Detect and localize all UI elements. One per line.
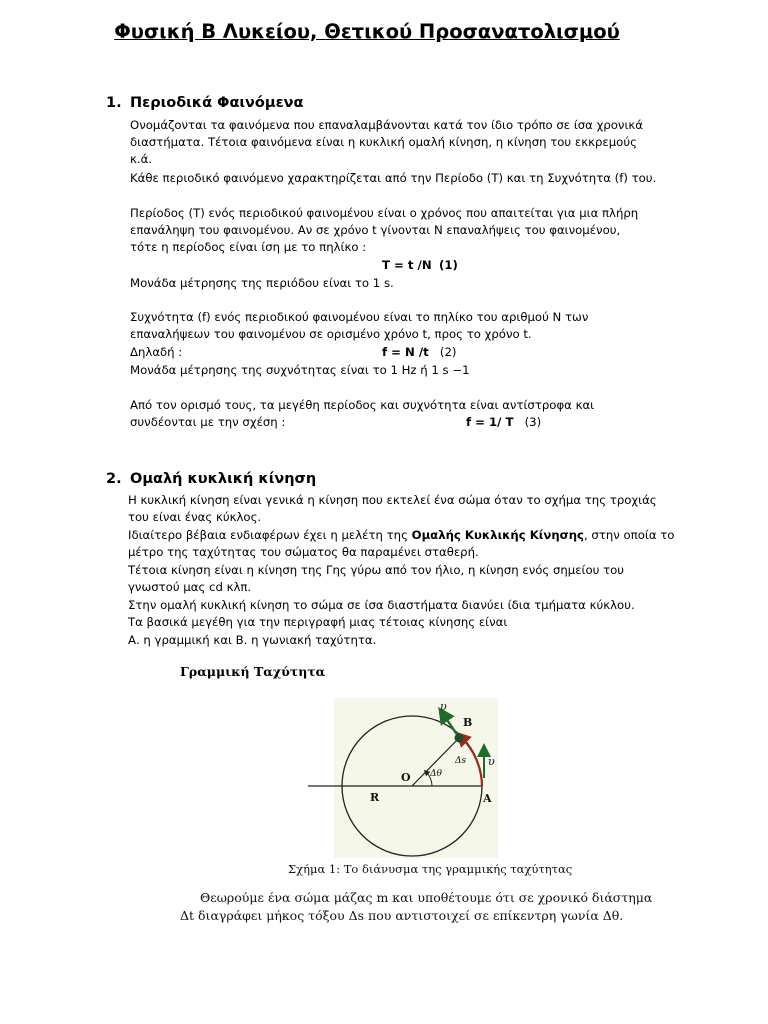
text-line: Ονομάζονται τα φαινόμενα που επαναλαμβάνονται κατά τον ίδιο τρόπο σε ίσα χρονικά <box>130 118 643 132</box>
text-line: γνωστού μας cd κλπ. <box>128 580 252 594</box>
text-line: τότε η περίοδος είναι ίση με το πηλίκο : <box>130 240 367 254</box>
text-line: Μονάδα μέτρησης της συχνότητας είναι το 1 Hz ή 1 s −1 <box>130 363 470 377</box>
label-delta-theta: Δθ <box>430 769 442 779</box>
text-line-emphasis <box>128 527 674 544</box>
section-1-title: Περιοδικά Φαινόμενα <box>130 95 304 111</box>
label-v-top: υ <box>440 700 447 713</box>
text-line: Δηλαδή : <box>130 345 183 359</box>
figure-text-line: Θεωρούμε ένα σώμα μάζας m και υποθέτουμε ότι σε χρονικό διάστημα <box>200 890 653 905</box>
section-2-number: 2. <box>106 471 122 487</box>
equation-frequency-tag: (2) <box>439 345 457 359</box>
text-line: μέτρο της ταχύτητας του σώματος θα παραμένει σταθερή. <box>128 545 479 559</box>
figure-title: Γραμμική Ταχύτητα <box>180 664 326 679</box>
text-line: Στην ομαλή κυκλική κίνηση το σώμα σε ίσα διαστήματα διανύει ίδια τμήματα κύκλου. <box>128 598 635 612</box>
text-line: Μονάδα μέτρησης της περιόδου είναι το 1 s. <box>130 276 394 290</box>
figure-linear-velocity <box>178 662 658 932</box>
text-line: Συχνότητα (f) ενός περιοδικού φαινομένου είναι το πηλίκο του αριθμού N των <box>130 310 589 324</box>
text-line: επαναλήψεων του φαινομένου σε ορισμένο χρόνο t, προς το χρόνο t. <box>130 327 532 341</box>
text-line: Η κυκλική κίνηση είναι γενικά η κίνηση που εκτελεί ένα σώμα όταν το σχήμα της τροχιάς <box>128 493 657 507</box>
label-o: O <box>401 771 411 784</box>
figure-background <box>334 698 498 858</box>
figure-text-line: Δt διαγράφει μήκος τόξου Δs που αντιστοιχεί σε επίκεντρη γωνία Δθ. <box>180 908 624 923</box>
text-line: διαστήματα. Τέτοια φαινόμενα είναι η κυκλική ομαλή κίνηση, η κίνηση του εκκρεμούς <box>130 135 637 149</box>
text-line: Από τον ορισμό τους, τα μεγέθη περίοδος και συχνότητα είναι αντίστροφα και <box>130 398 595 412</box>
label-r: R <box>370 791 380 804</box>
text-fragment: , στην οποία το <box>584 528 675 542</box>
equation-reciprocal-formula: f = 1/ T <box>466 415 514 429</box>
text-line: Τα βασικά μεγέθη για την περιγραφή μιας τέτοιας κίνησης είναι <box>128 615 508 629</box>
equation-frequency-formula: f = N /t <box>382 345 429 359</box>
section-1-heading <box>106 95 303 111</box>
text-line: Περίοδος (T) ενός περιοδικού φαινομένου είναι ο χρόνος που απαιτείται για μια πλήρη <box>130 206 639 220</box>
page-title: Φυσική Β Λυκείου, Θετικού Προσανατολισμού <box>114 20 620 43</box>
label-b: B <box>463 716 473 729</box>
text-fragment: Ιδιαίτερο βέβαια ενδιαφέρων έχει η μελέτη της <box>128 528 412 542</box>
label-a: A <box>483 792 492 805</box>
label-v-right: υ <box>488 755 495 768</box>
text-line: Κάθε περιοδικό φαινόμενο χαρακτηρίζεται από την Περίοδο (T) και τη Συχνότητα (f) του. <box>130 171 657 185</box>
figure-caption: Σχήμα 1: Το διάνυσμα της γραμμικής ταχύτητας <box>288 862 573 876</box>
section-1-number: 1. <box>106 95 122 111</box>
label-delta-s: Δs <box>455 756 467 766</box>
section-2-title: Ομαλή κυκλική κίνηση <box>130 471 317 487</box>
equation-period-formula: T = t /N <box>382 258 432 272</box>
text-line: επανάληψη του φαινομένου. Αν σε χρόνο t γίνονται N επαναλήψεις του φαινομένου, <box>130 223 621 237</box>
text-line: συνδέονται με την σχέση : <box>130 415 286 429</box>
text-line: κ.ά. <box>130 152 153 166</box>
equation-period-tag: (1) <box>439 258 458 272</box>
text-bold-term: Ομαλής Κυκλικής Κίνησης <box>411 528 584 542</box>
text-line: του είναι ένας κύκλος. <box>128 510 262 524</box>
equation-frequency <box>382 344 456 361</box>
section-2-heading <box>106 471 316 487</box>
point-b <box>455 734 464 743</box>
text-line: Τέτοια κίνηση είναι η κίνηση της Γης γύρω από τον ήλιο, η κίνηση ενός σημείου του <box>128 563 625 577</box>
circular-motion-diagram <box>178 662 658 862</box>
equation-period <box>382 257 458 274</box>
text-line: Α. η γραμμική και Β. η γωνιακή ταχύτητα. <box>128 633 377 647</box>
equation-reciprocal <box>466 414 541 431</box>
equation-reciprocal-tag: (3) <box>524 415 542 429</box>
